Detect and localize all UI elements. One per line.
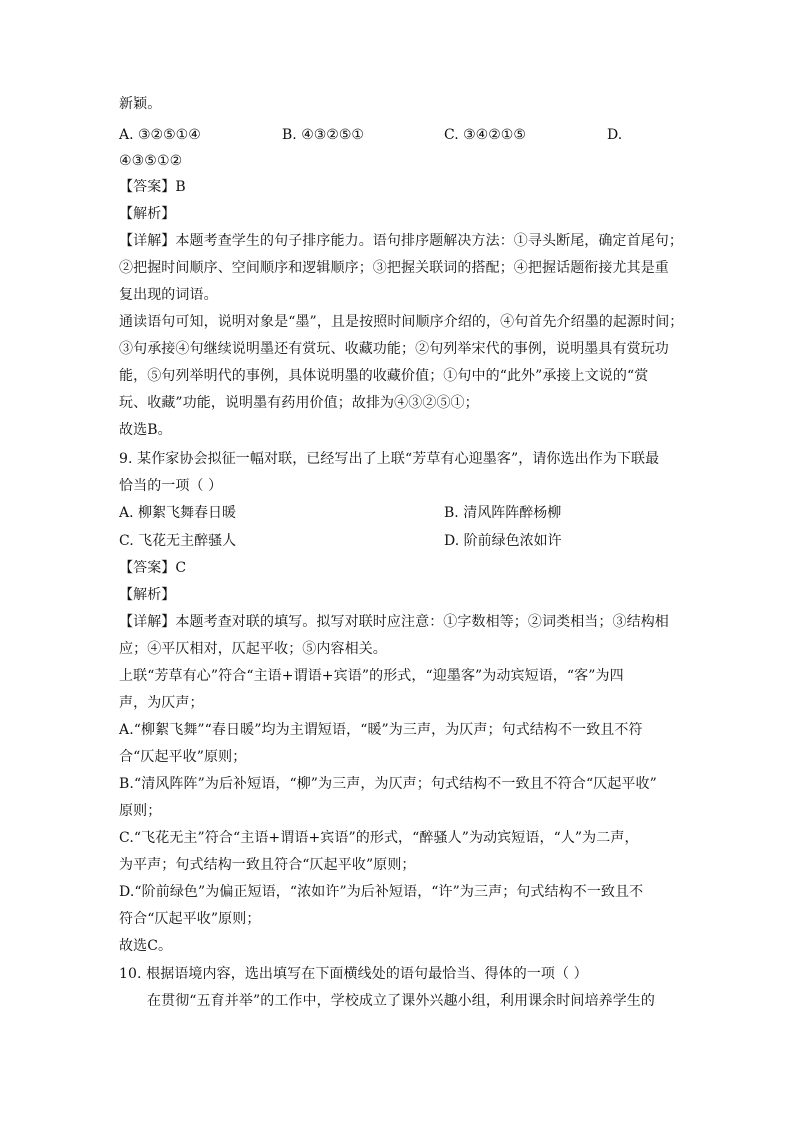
q8-option-b: B. ④③②⑤①: [282, 127, 364, 143]
q9-detail-line: 原则；: [119, 803, 162, 819]
q10-passage: 在贯彻“五育并举”的工作中，学校成立了课外兴趣小组，利用课余时间培养学生的: [147, 993, 656, 1009]
q9-option-c: C. 飞花无主醉骚人: [119, 533, 237, 549]
q9-detail-line: 为平声；句式结构一致且符合“仄起平收”原则；: [119, 857, 416, 873]
q8-option-d-text: ④③⑤①②: [119, 153, 183, 169]
q9-analysis-label: 【解析】: [119, 587, 176, 603]
q9-detail-line: 声，为仄声；: [119, 695, 204, 711]
q9-stem-line: 恰当的一项（ ）: [119, 478, 223, 494]
q9-detail-line: 符合“仄起平收”原则；: [119, 911, 261, 927]
q8-conclusion: 故选B。: [119, 422, 172, 438]
q9-detail-line: 【详解】本题考查对联的填写。拟写对联时应注意：①字数相等；②词类相当；③结构相: [119, 614, 669, 630]
q8-analysis-label: 【解析】: [119, 206, 176, 222]
q9-stem-line: 9. 某作家协会拟征一幅对联，已经写出了上联“芳草有心迎墨客”，请你选出作为下联最: [119, 451, 660, 467]
q8-detail-line: 玩、收藏”功能，说明墨有药用价值；故排为④③②⑤①；: [119, 395, 479, 411]
q8-detail-line: 复出现的词语。: [119, 287, 218, 303]
q8-detail-line: 能，⑤句列举明代的事例，具体说明墨的收藏价值；①句中的“此外”承接上文说的“赏: [119, 368, 649, 384]
q10-stem: 10. 根据语境内容，选出填写在下面横线处的语句最恰当、得体的一项（ ）: [119, 966, 588, 982]
q9-detail-line: A.“柳絮飞舞”“春日暖”均为主谓短语，“暖”为三声，为仄声；句式结构不一致且不符: [119, 722, 643, 738]
q8-answer: 【答案】B: [119, 179, 186, 195]
q8-detail-line: ③句承接④句继续说明墨还有赏玩、收藏功能；②句列举宋代的事例，说明墨具有赏玩功: [119, 341, 669, 357]
q8-stem-tail: 新颖。: [119, 96, 162, 112]
q9-detail-line: 合“仄起平收”原则；: [119, 749, 247, 765]
q8-option-d: D.: [607, 127, 623, 143]
q9-detail-line: C.“飞花无主”符合“主语+谓语+宾语”的形式，“醉骚人”为动宾短语，“人”为二声，: [119, 830, 639, 846]
q9-detail-line: D.“阶前绿色”为偏正短语，“浓如许”为后补短语，“许”为三声；句式结构不一致且不: [119, 884, 644, 900]
q9-option-b: B. 清风阵阵醉杨柳: [444, 505, 562, 521]
q9-answer: 【答案】C: [119, 560, 187, 576]
q8-detail-line: ②把握时间顺序、空间顺序和逻辑顺序；③把握关联词的搭配；④把握话题衔接尤其是重: [119, 260, 669, 276]
q9-detail-line: 应；④平仄相对，仄起平收；⑤内容相关。: [119, 641, 387, 657]
q8-detail-line: 【详解】本题考查学生的句子排序能力。语句排序题解决方法：①寻头断尾，确定首尾句；: [119, 233, 683, 249]
q9-detail-line: B.“清风阵阵”为后补短语，“柳”为三声，为仄声；句式结构不一致且不符合“仄起平收”: [119, 776, 657, 792]
q9-option-a: A. 柳絮飞舞春日暖: [119, 505, 237, 521]
q9-option-d: D. 阶前绿色浓如许: [444, 533, 562, 549]
q9-conclusion: 故选C。: [119, 938, 173, 954]
q8-option-c: C. ③④②①⑤: [444, 127, 526, 143]
q8-detail-line: 通读语句可知，说明对象是“墨”，且是按照时间顺序介绍的，④句首先介绍墨的起源时间；: [119, 314, 684, 330]
q8-option-a: A. ③②⑤①④: [119, 127, 201, 143]
q9-detail-line: 上联“芳草有心”符合“主语+谓语+宾语”的形式，“迎墨客”为动宾短语，“客”为四: [119, 668, 624, 684]
